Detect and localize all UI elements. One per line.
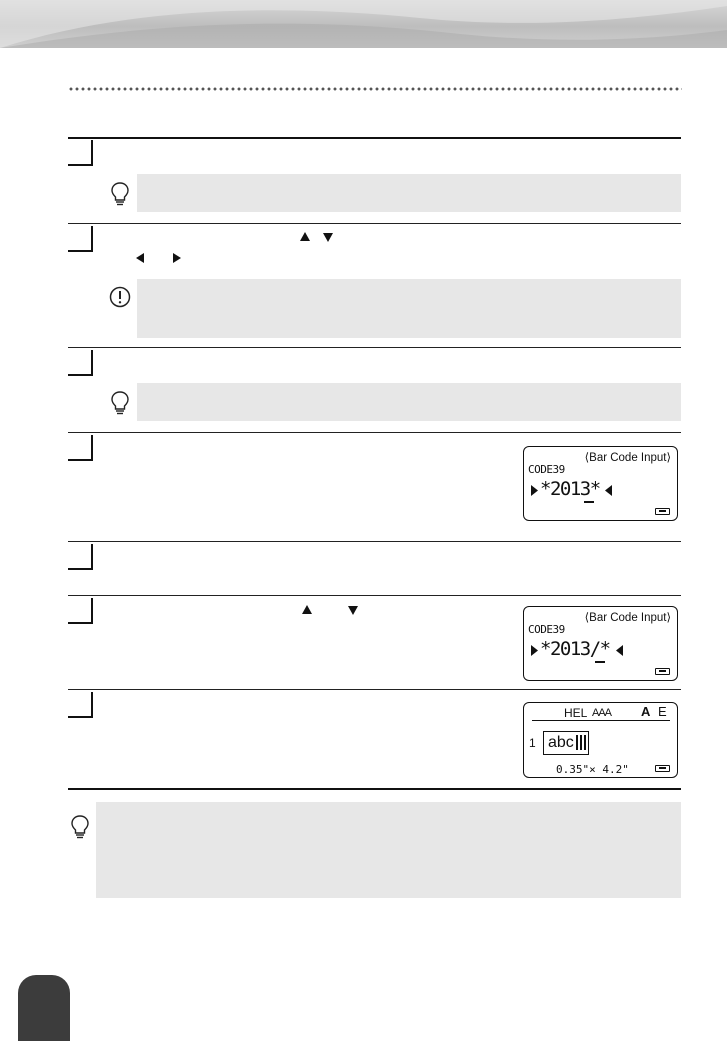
right-cursor-icon	[531, 485, 538, 496]
left-cursor-icon	[605, 485, 612, 496]
step-2-marker	[68, 226, 93, 252]
lcd-text-cursor	[595, 661, 605, 663]
lcd-cursor-bar-2	[580, 735, 582, 750]
lcd-line-number: 1	[529, 736, 536, 750]
page-number-tab	[18, 975, 70, 1041]
lcd-status-underline	[532, 720, 670, 721]
lcd-barcode-type: CODE39	[528, 623, 565, 636]
battery-icon	[655, 668, 670, 675]
step-4-rule	[68, 432, 681, 433]
lightbulb-icon	[110, 390, 130, 416]
step-6-rule	[68, 595, 681, 596]
step-7-marker	[68, 692, 93, 718]
battery-icon	[655, 508, 670, 515]
page-header-band	[0, 0, 727, 48]
step-5-rule	[68, 541, 681, 542]
lcd-cursor-bar-1	[576, 735, 578, 750]
lcd-style-indicator: A	[641, 704, 651, 719]
step-3-rule	[68, 347, 681, 348]
lcd-font-size-indicator: AAA	[592, 707, 612, 719]
lcd-title: ⟨Bar Code Input⟩	[584, 452, 671, 464]
battery-icon	[655, 765, 670, 772]
step-3-note-box	[137, 383, 681, 421]
lcd-font-name: HEL	[564, 706, 588, 720]
right-triangle-icon	[173, 253, 181, 263]
lcd-label-size: 0.35"× 4.2"	[556, 763, 629, 776]
lcd-cursor-bar-3	[584, 735, 586, 750]
left-cursor-icon	[616, 645, 623, 656]
step-3-marker	[68, 350, 93, 376]
left-triangle-icon	[136, 253, 144, 263]
step-1-marker	[68, 140, 93, 166]
section-dotted-rule	[68, 86, 682, 92]
lcd-text-entry	[523, 702, 678, 778]
step-4-marker	[68, 435, 93, 461]
step-1-rule	[68, 137, 681, 139]
lcd-align-indicator: E	[658, 704, 667, 719]
lcd-barcode-value: *2013*	[540, 478, 600, 500]
step-1-note-box	[137, 174, 681, 212]
header-swoosh-graphic	[0, 0, 727, 48]
up-triangle-icon	[302, 605, 312, 614]
lcd-barcode-value: *2013/*	[540, 638, 610, 660]
step-6-marker	[68, 598, 93, 624]
lcd-title: ⟨Bar Code Input⟩	[584, 612, 671, 624]
lightbulb-icon	[110, 181, 130, 207]
down-triangle-icon	[323, 233, 333, 242]
lcd-barcode-input-1	[523, 446, 678, 521]
lightbulb-icon	[70, 814, 90, 840]
step-2-caution-box	[137, 279, 681, 338]
lcd-barcode-type: CODE39	[528, 463, 565, 476]
footer-note-box	[96, 802, 681, 898]
lcd-text-cursor	[584, 501, 594, 503]
lcd-barcode-input-2	[523, 606, 678, 681]
exclamation-icon	[109, 286, 131, 308]
step-2-rule	[68, 223, 681, 224]
right-cursor-icon	[531, 645, 538, 656]
step-7-rule	[68, 689, 681, 690]
down-triangle-icon	[348, 606, 358, 615]
step-5-marker	[68, 544, 93, 570]
lcd-text-value: abc	[548, 734, 574, 751]
section-end-rule	[68, 788, 681, 790]
up-triangle-icon	[300, 232, 310, 241]
